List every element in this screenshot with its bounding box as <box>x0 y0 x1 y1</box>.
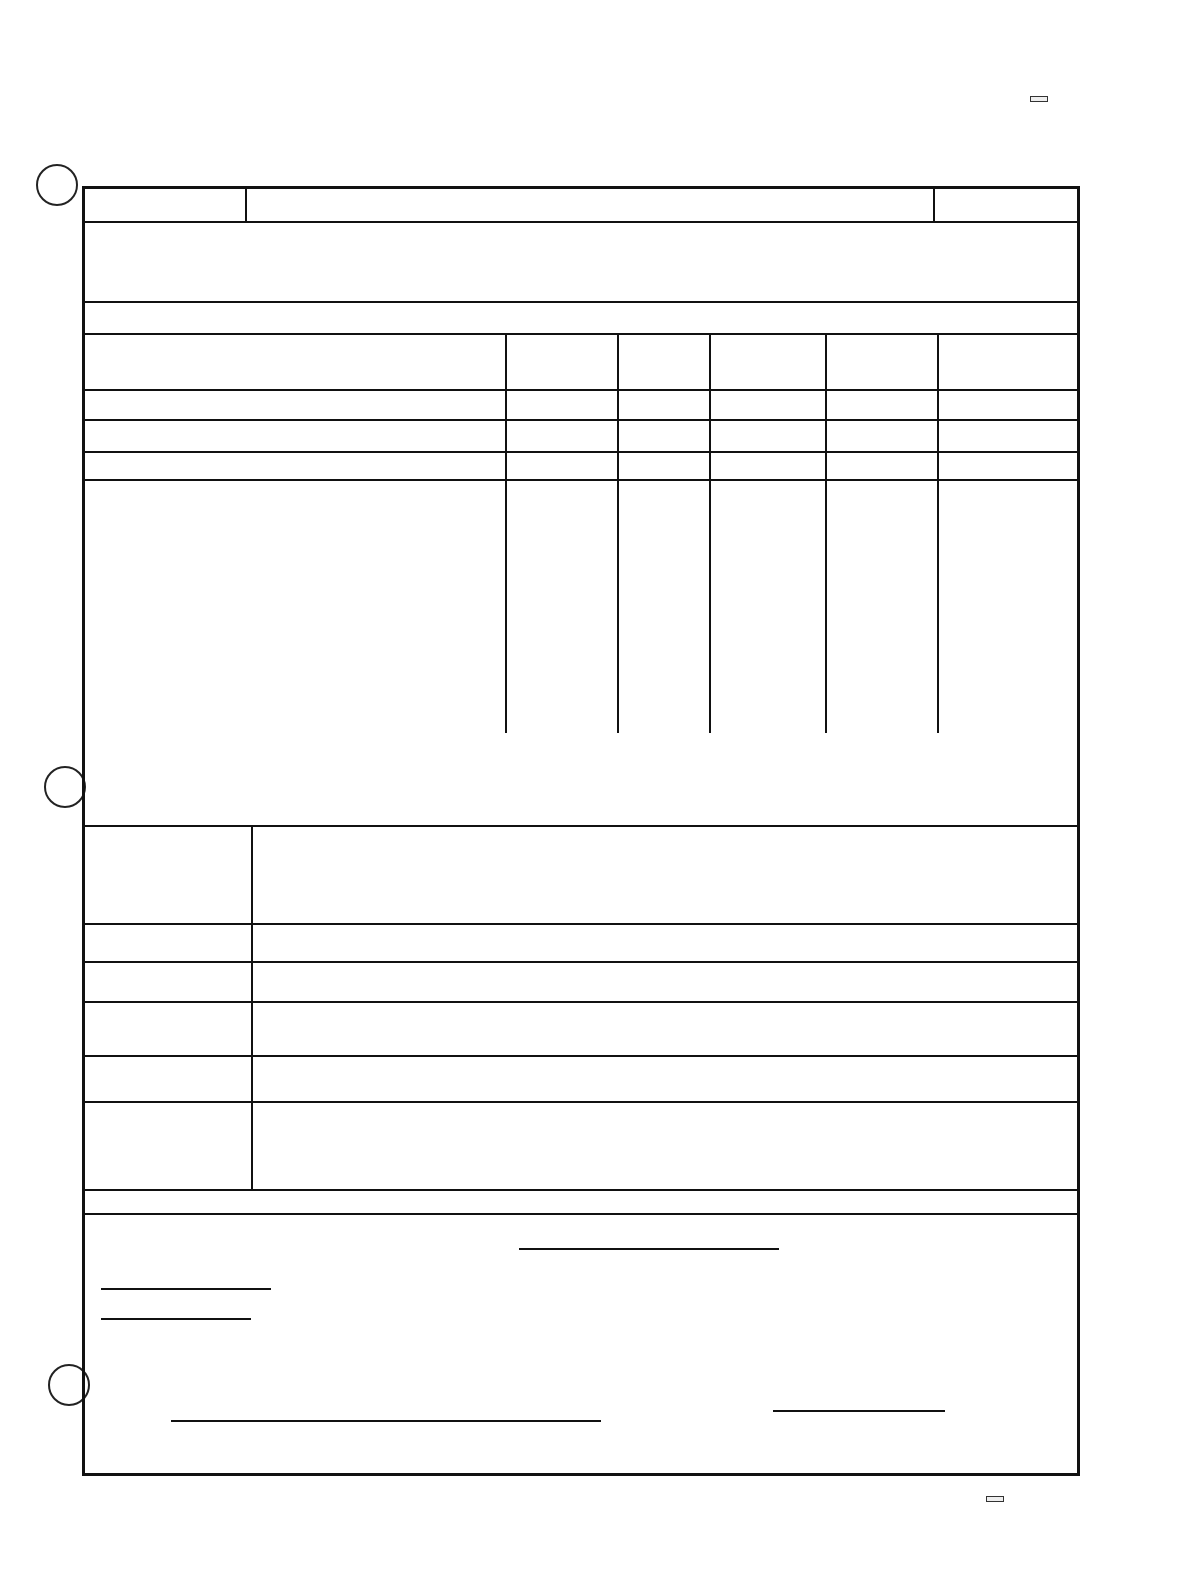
invoice-date[interactable] <box>101 1297 251 1320</box>
signature-date-field[interactable] <box>773 1389 945 1412</box>
mailing-option-other[interactable] <box>519 1233 779 1250</box>
col-postcards <box>617 343 709 363</box>
signature-field[interactable] <box>171 1399 601 1422</box>
approval-form <box>82 186 1080 1476</box>
packet-page-stamp <box>986 1496 1004 1502</box>
binder-hole-top <box>36 164 78 206</box>
page-stamp <box>1030 96 1048 102</box>
binder-hole-middle <box>44 766 86 808</box>
lists-to-office-date[interactable] <box>101 1267 271 1290</box>
